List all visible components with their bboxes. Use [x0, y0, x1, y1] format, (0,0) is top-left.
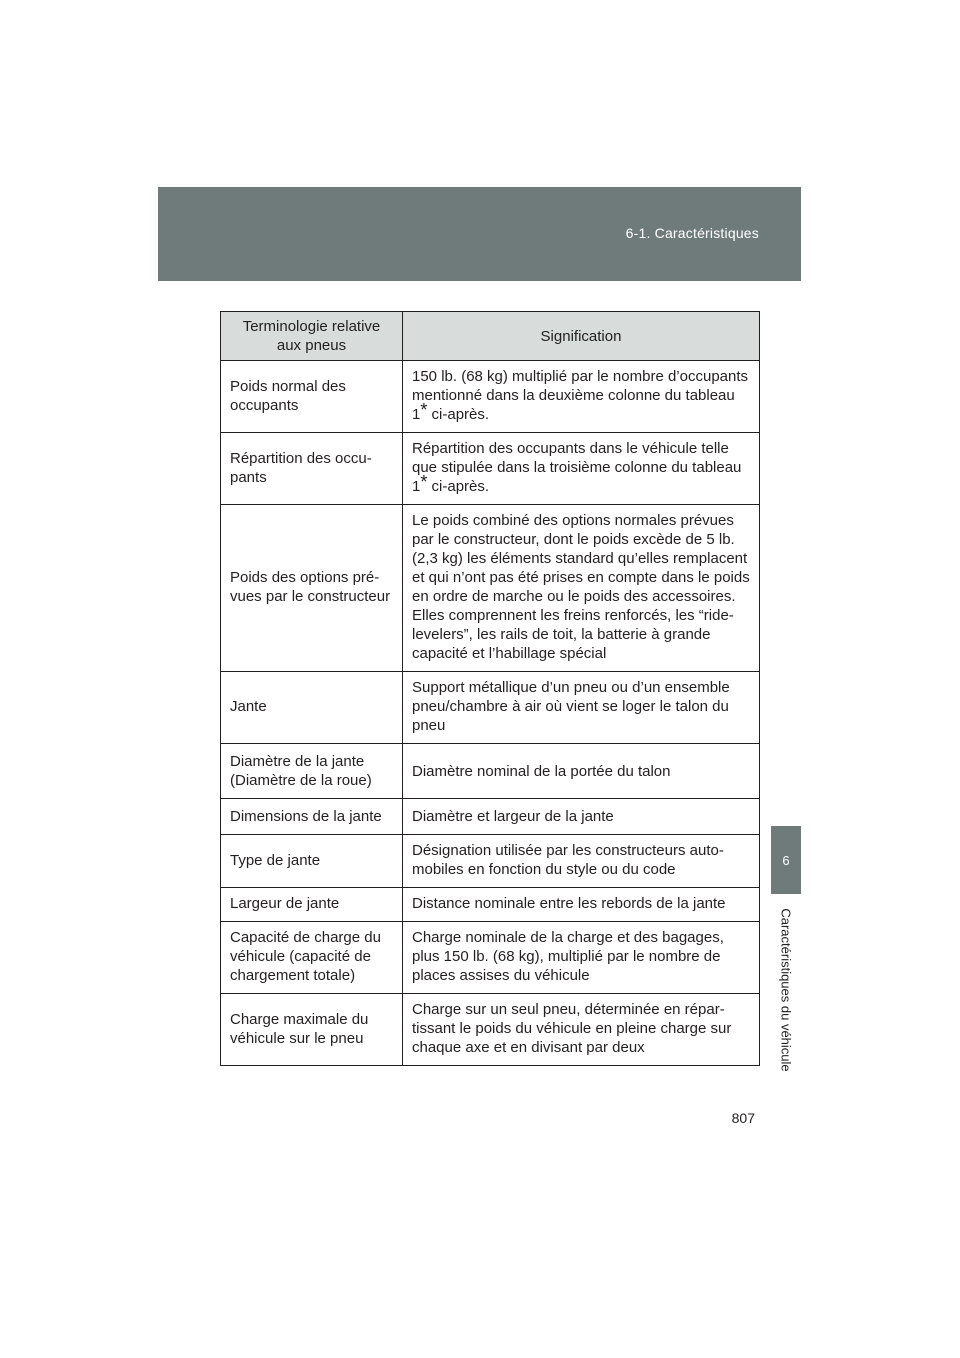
- section-header-band: [158, 187, 801, 281]
- chapter-label: Caractéristiques du véhicule: [778, 908, 794, 1072]
- meaning-cell: Charge sur un seul pneu, déterminée en répartissant le poids du véhicule en pleine charge sur chaque axe et en divisant par deux: [403, 994, 760, 1066]
- term-cell: Type de jante: [221, 835, 403, 888]
- term-cell: Capacité de charge du véhicule (capacité de chargement totale): [221, 922, 403, 994]
- meaning-text-suffix: ci-après.: [427, 478, 490, 495]
- meaning-cell: Support métallique d’un pneu ou d’un ensemble pneu/chambre à air où vient se loger le talon du pneu: [403, 672, 760, 744]
- meaning-cell: [403, 361, 760, 433]
- footnote-star: *: [420, 472, 428, 492]
- table-header-row: [221, 312, 760, 361]
- chapter-tab: [771, 826, 801, 894]
- table-row: [221, 835, 760, 888]
- table-row: [221, 744, 760, 799]
- meaning-cell: Diamètre et largeur de la jante: [403, 799, 760, 835]
- meaning-cell: Désignation utilisée par les constructeurs automobiles en fonction du style ou du code: [403, 835, 760, 888]
- table-row: [221, 433, 760, 505]
- meaning-text: 150 lb. (68 kg) multiplié par le nombre d’occupants mentionné dans la deuxième colonne du tableau 1: [412, 368, 749, 423]
- section-title: 6-1. Caractéristiques: [625, 225, 759, 241]
- meaning-cell: Le poids combiné des options normales prévues par le constructeur, dont le poids excède de 5 lb. (2,3 kg) les éléments standard qu’elles remplacent et qui n’ont pas été prises en compte dans le poids en ordre de marche ou le poids des accessoires. Elles comprennent les freins renforcés, les “ride-levelers”, les rails de toit, la batterie à grande capacité et l’habillage spécial: [403, 505, 760, 672]
- table-row: [221, 505, 760, 672]
- term-cell: Poids des options prévues par le constructeur: [221, 505, 403, 672]
- table-row: [221, 799, 760, 835]
- footnote-star: *: [420, 400, 428, 420]
- term-cell: Charge maximale du véhicule sur le pneu: [221, 994, 403, 1066]
- term-cell: Diamètre de la jante (Diamètre de la roue): [221, 744, 403, 799]
- table-row: [221, 994, 760, 1066]
- term-cell: Jante: [221, 672, 403, 744]
- header-terminology: Terminologie relative aux pneus: [221, 312, 403, 361]
- term-cell: Répartition des occupants: [221, 433, 403, 505]
- table-row: [221, 922, 760, 994]
- table-row: [221, 672, 760, 744]
- table-row: [221, 888, 760, 922]
- meaning-text-suffix: ci-après.: [427, 406, 490, 423]
- meaning-cell: Distance nominale entre les rebords de la jante: [403, 888, 760, 922]
- term-cell: Poids normal des occupants: [221, 361, 403, 433]
- header-meaning: Signification: [403, 312, 760, 361]
- meaning-cell: Charge nominale de la charge et des bagages, plus 150 lb. (68 kg), multiplié par le nombre de places assises du véhicule: [403, 922, 760, 994]
- meaning-cell: Diamètre nominal de la portée du talon: [403, 744, 760, 799]
- meaning-text: Répartition des occupants dans le véhicule telle que stipulée dans la troisième colonne du tableau 1: [412, 440, 742, 495]
- table-row: [221, 361, 760, 433]
- page-number: 807: [731, 1110, 755, 1126]
- term-cell: Largeur de jante: [221, 888, 403, 922]
- meaning-cell: [403, 433, 760, 505]
- term-cell: Dimensions de la jante: [221, 799, 403, 835]
- chapter-number: 6: [782, 853, 790, 868]
- tire-terminology-table: [220, 311, 760, 1066]
